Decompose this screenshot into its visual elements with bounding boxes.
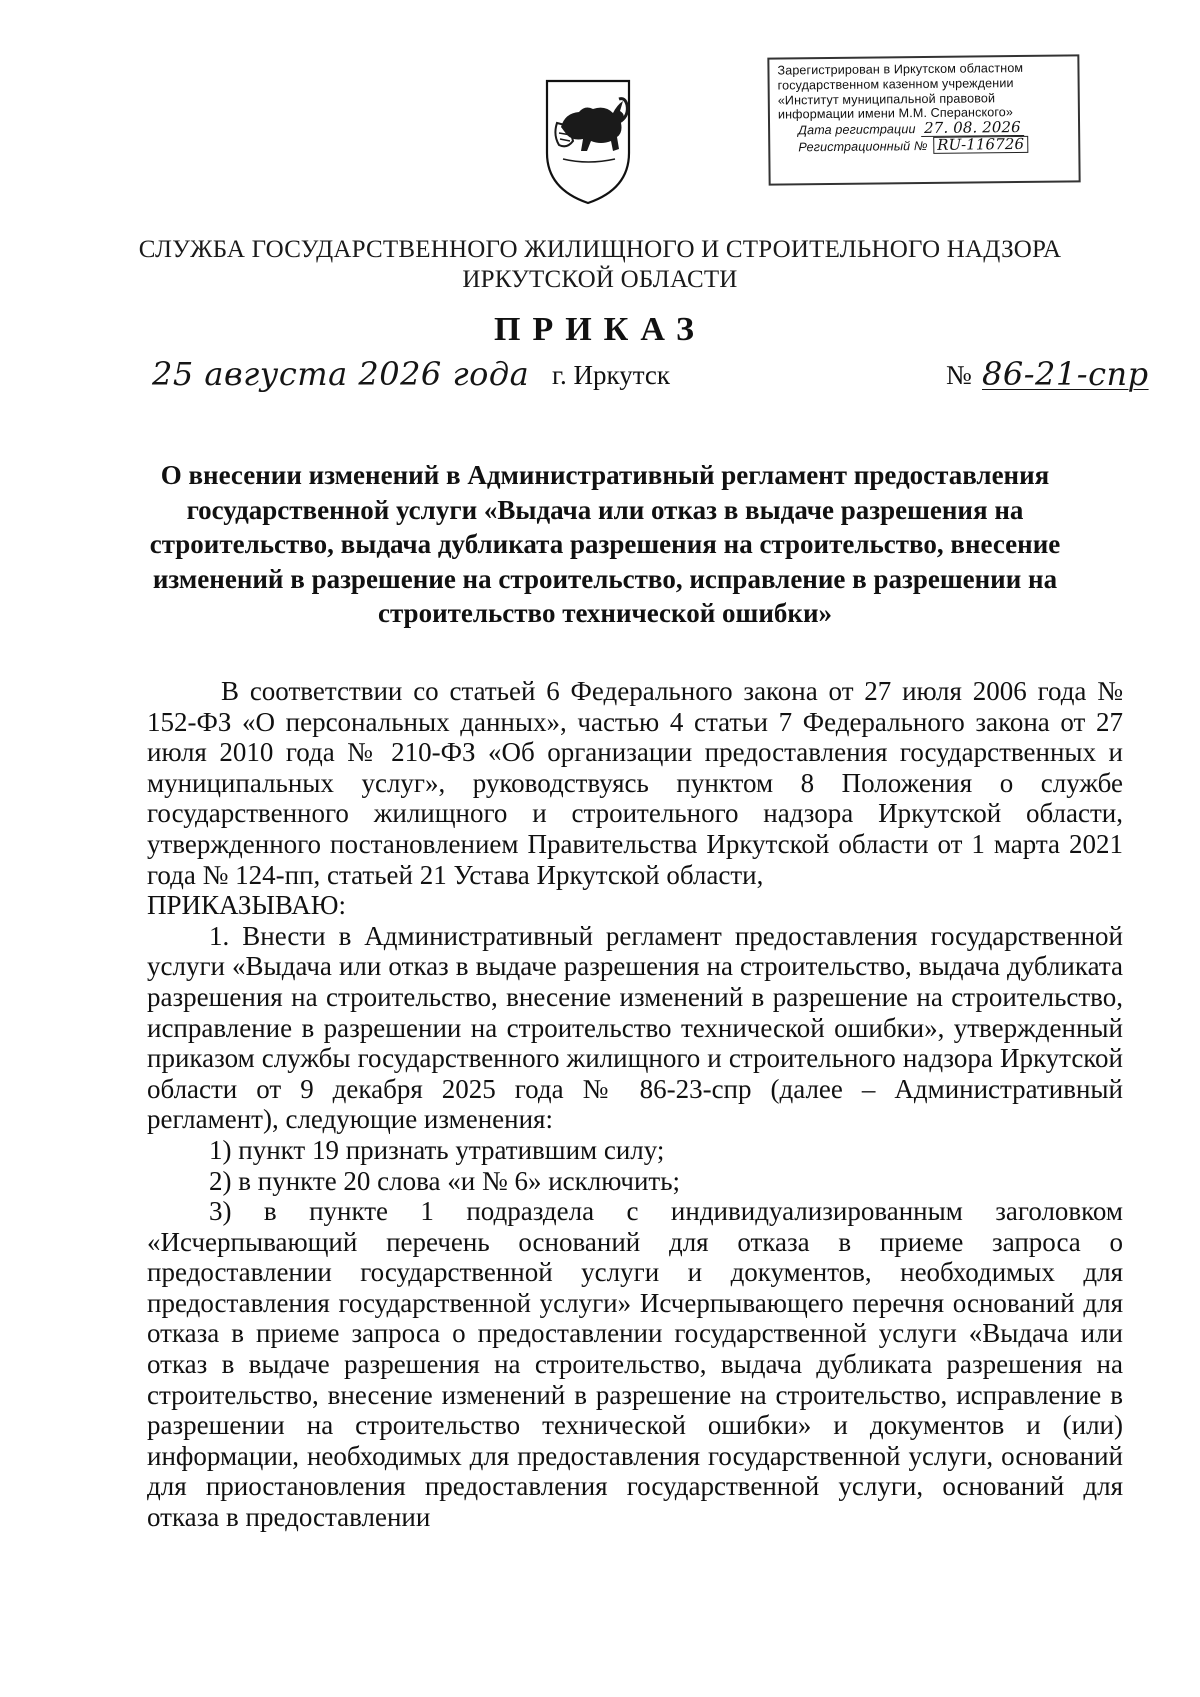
handwritten-order-number: 86-21-спр	[982, 355, 1149, 393]
document-title: О внесении изменений в Административный регламент предоставления государственной услуги «Выдача или отказ в выдаче разрешения на строительство, выдача дубликата разрешения на строительство, внесение изменений в разрешение на строительство, исправление в разрешении на строительство технической ошибки»	[149, 460, 1061, 628]
stamp-line: информации имени М.М. Сперанского»	[777, 105, 1014, 122]
registration-stamp	[767, 54, 1080, 185]
stamp-line: государственном казенном учреждении	[777, 75, 1014, 93]
preamble-paragraph: В соответствии со статьей 6 Федерального закона от 27 июля 2006 года № 152-ФЗ «О персональных данных», частью 4 статьи 7 Федерального закона от 27 июля 2010 года № 210-ФЗ «Об организации предоставления государственных и муниципальных услуг», руководствуясь пунктом 8 Положения о службе государственного жилищного и строительного надзора Иркутской области, утвержденного постановлением Правительства Иркутской области от 1 марта 2021 года № 124-пп, статьей 21 Устава Иркутской области,	[147, 676, 1123, 890]
city: г. Иркутск	[552, 360, 670, 390]
item-1-paragraph: 1. Внести в Административный регламент предоставления государственной услуги «Выдача или отказ в выдаче разрешения на строительство, выдача дубликата разрешения на строительство, внесение изменений в разрешение на строительство, исправление в разрешении на строительство технической ошибки», утвержденный приказом службы государственного жилищного и строительного надзора Иркутской области от 9 декабря 2025 года № 86-23-спр (далее – Административный регламент), следующие изменения:	[147, 920, 1123, 1135]
document-type: ПРИКАЗ	[494, 311, 706, 348]
subitem-3-paragraph: 3) в пункте 1 подраздела с индивидуализированным заголовком «Исчерпывающий перечень оснований для отказа в приеме запроса о предоставлении государственной услуги и документов, необходимых для предоставления государственной услуги» Исчерпывающего перечня оснований для отказа в приеме запроса о предоставлении государственной услуги «Выдача или отказ в выдаче разрешения на строительство, выдача дубликата разрешения на строительство, внесение изменений в разрешение на строительство, исправление в разрешении на строительство технической ошибки» и документов и (или) информации, необходимых для предоставления государственной услуги, оснований для приостановления предоставления государственной услуги, оснований для отказа в предоставлении	[147, 1196, 1123, 1533]
handwritten-date: 25 августа 2026 года	[152, 355, 530, 393]
stamp-line: Зарегистрирован в Иркутском областном	[777, 60, 1024, 78]
stamp-date-label: Дата регистрации	[798, 122, 916, 138]
number-sign: №	[946, 360, 972, 390]
coat-of-arms-icon	[543, 75, 633, 207]
agency-name-line2: ИРКУТСКОЙ ОБЛАСТИ	[462, 266, 738, 293]
document-body	[147, 676, 1123, 1533]
stamp-reg-value: RU-116726	[933, 136, 1028, 154]
stamp-reg-label: Регистрационный №	[798, 138, 928, 155]
stamp-line: «Институт муниципальной правовой	[777, 90, 996, 108]
stamp-reg-row	[778, 135, 1072, 155]
agency-name-line1: СЛУЖБА ГОСУДАРСТВЕННОГО ЖИЛИЩНОГО И СТРОИТЕЛЬНОГО НАДЗОРА	[138, 236, 1062, 263]
subitem-2-paragraph: 2) в пункте 20 слова «и № 6» исключить;	[209, 1165, 681, 1196]
stamp-date-value: 27. 08. 2026	[921, 120, 1024, 137]
order-word: ПРИКАЗЫВАЮ:	[147, 890, 346, 921]
subitem-1-paragraph: 1) пункт 19 признать утратившим силу;	[209, 1134, 665, 1165]
